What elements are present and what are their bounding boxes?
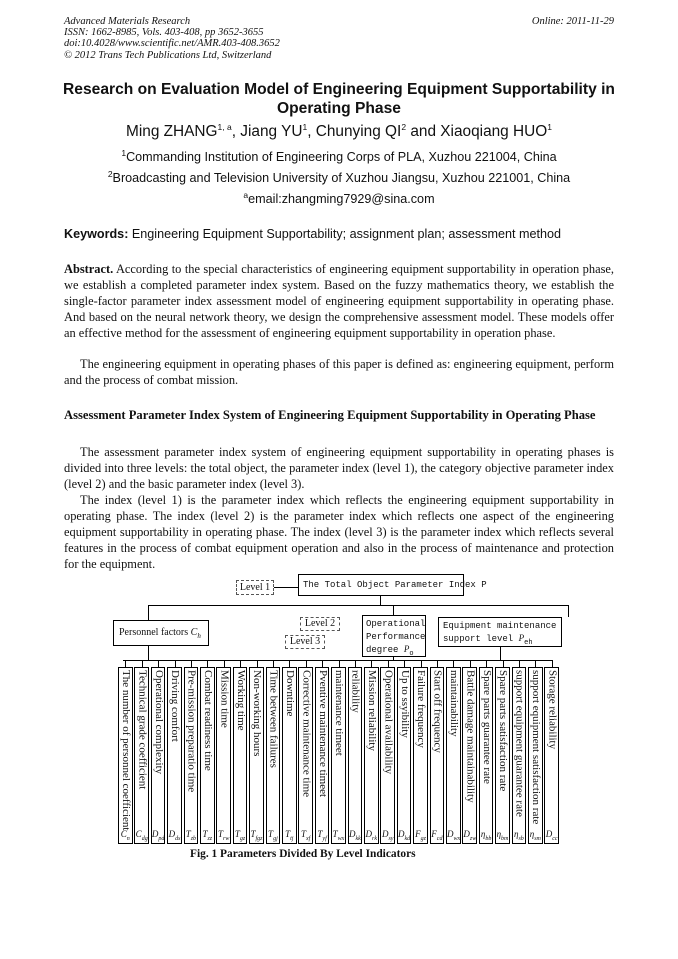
connector — [289, 660, 290, 667]
leaf-indicator — [331, 667, 346, 844]
section-para-2: The index (level 1) is the parameter index which reflects the engineering equipment supportability in operating phase. The index (level 2) is the parameter index which reflects one aspect of the engineering equipment supportability in operating phase. The index (level 3) is the parameter index which reflects several features in the process of combat equipment operation and also in the process of maintenance and protection for the equipment. — [64, 493, 614, 571]
leaf-indicator — [200, 667, 215, 844]
category-symbol-sub: o — [409, 649, 414, 658]
leaf-indicator-symbol — [381, 829, 394, 842]
leaf-indicator — [151, 667, 166, 844]
total-object-text: The Total Object Parameter Index P — [303, 580, 487, 590]
connector — [388, 660, 389, 667]
connector — [142, 660, 143, 667]
leaf-symbol: F — [415, 829, 421, 840]
level-label-text: Level 2 — [304, 618, 336, 629]
connector — [306, 660, 307, 667]
author-list — [40, 123, 638, 141]
category-symbol: C — [190, 627, 198, 638]
leaf-symbol-sub: sm — [534, 836, 541, 842]
leaf-indicator — [282, 667, 297, 844]
connector — [257, 660, 258, 667]
leaf-symbol: T — [285, 829, 291, 840]
figure-caption: Fig. 1 Parameters Divided By Level Indicators — [190, 848, 416, 860]
leaf-indicator — [315, 667, 330, 844]
connector — [322, 660, 323, 667]
leaf-symbol-sub: rk — [372, 836, 378, 842]
affil-text: Commanding Institution of Engineering Corps of PLA, Xuzhou 221004, China — [126, 150, 557, 164]
leaf-symbol-sub: bm — [501, 836, 509, 842]
leaf-indicator — [479, 667, 494, 844]
author-name: Ming ZHANG — [126, 123, 218, 140]
leaf-symbol-sub: cc — [552, 836, 558, 842]
leaf-indicator-symbol — [496, 829, 509, 842]
leaf-symbol-sub: pd — [158, 836, 165, 842]
author-affil-sup: 1 — [547, 121, 552, 132]
leaf-indicator — [233, 667, 248, 844]
author-sep: , — [307, 123, 316, 140]
connector — [273, 660, 274, 667]
connector — [503, 660, 504, 667]
leaf-symbol: η — [513, 829, 519, 840]
level-2-label — [300, 617, 340, 631]
journal-name: Advanced Materials Research — [64, 16, 191, 27]
level-1-label — [236, 580, 274, 595]
connector — [240, 660, 241, 667]
leaf-indicator — [216, 667, 231, 844]
category-symbol-sub: eh — [524, 638, 533, 647]
affiliation-2 — [40, 168, 638, 185]
author-affil-sup: 1 — [302, 121, 308, 132]
author-affil-sup: 1, a — [217, 121, 232, 132]
leaf-indicator-symbol — [513, 829, 526, 842]
connector — [519, 660, 520, 667]
leaf-symbol: T — [250, 829, 256, 840]
affil-text: email:zhangming7929@sina.com — [248, 192, 435, 206]
connector — [486, 660, 487, 667]
leaf-symbol: T — [218, 829, 224, 840]
leaf-symbol-sub: kk — [355, 836, 361, 842]
leaf-symbol: D — [545, 829, 553, 840]
connector — [148, 646, 149, 660]
leaf-indicator — [512, 667, 527, 844]
leaf-indicator-label: Corrective maintenance time — [300, 670, 313, 798]
author-name: Jiang YU — [240, 123, 303, 140]
connector — [393, 605, 394, 615]
level-label-text: Level 1 — [239, 582, 271, 593]
category-personnel-factors — [113, 620, 209, 646]
category-symbol: P — [403, 644, 410, 654]
connector — [148, 605, 568, 606]
leaf-symbol: D — [398, 829, 405, 840]
leaf-indicator-label: support equipment satisfaction rate — [530, 670, 542, 825]
category-equipment-maintenance-support — [438, 617, 562, 647]
connector — [371, 660, 372, 667]
leaf-indicator-label: Operational availability — [382, 670, 395, 775]
affil-text: Broadcasting and Television University of Xuzhou Jiangsu, Xuzhou 221001, China — [112, 171, 571, 185]
connector — [500, 647, 501, 660]
leaf-symbol: T — [268, 829, 274, 840]
doi-line: doi:10.4028/www.scientific.net/AMR.403-408.3652 — [64, 38, 280, 50]
author-name: Xiaoqiang HUO — [440, 123, 548, 140]
leaf-symbol-sub: xf — [306, 836, 311, 842]
keywords — [64, 227, 624, 241]
leaf-indicator — [446, 667, 461, 844]
leaf-symbol: η — [480, 829, 486, 840]
leaf-symbol-sub: gz — [420, 836, 426, 842]
abstract-text: According to the special characteristics of engineering equipment supportability in operation phase, we establish a completed parameter index system. Based on the fuzzy mathematics theory, we establish the single-factor parameter index assessment model of engineering equipment supportability in operating phase. And based on the neural network theory, we design the comprehensive assessment model. These models offer an effective method for the assessment of engineering equipment supportability in operation phase. — [64, 262, 614, 340]
leaf-symbol: D — [463, 829, 470, 840]
connector — [274, 587, 298, 588]
leaf-symbol: D — [168, 829, 176, 840]
level-label-text: Level 3 — [289, 636, 321, 647]
category-operational-performance — [362, 615, 426, 657]
leaf-indicator-symbol — [119, 829, 132, 842]
leaf-indicator — [413, 667, 428, 844]
leaf-indicator — [266, 667, 281, 844]
leaf-symbol-sub: zz — [207, 836, 213, 842]
leaf-indicator-symbol — [185, 829, 198, 842]
author-name: Chunying QI — [315, 123, 402, 140]
leaf-indicator-symbol — [332, 829, 345, 842]
leaf-indicator-symbol — [217, 829, 230, 842]
author-email — [40, 189, 638, 206]
leaf-symbol-sub: n — [126, 836, 130, 842]
leaf-indicator-label: The number of personnel coefficient — [120, 670, 132, 831]
connector — [339, 660, 340, 667]
leaf-indicator — [134, 667, 149, 844]
paper-title: Research on Evaluation Model of Engineering Equipment Supportability in Operating Phase — [63, 81, 615, 117]
leaf-symbol-sub: kd — [404, 836, 411, 842]
connector — [437, 660, 438, 667]
leaf-symbol-sub: yf — [322, 836, 327, 842]
leaf-indicator-label: Up to ssyibility — [398, 670, 411, 738]
leaf-symbol-sub: bb — [485, 836, 492, 842]
leaf-symbol-sub: rw — [223, 836, 230, 842]
leaf-symbol-sub: wx — [337, 836, 345, 842]
leaf-symbol-sub: sb — [518, 836, 524, 842]
affil-sup: 1 — [121, 147, 127, 158]
leaf-symbol: D — [348, 829, 356, 840]
leaf-indicator — [249, 667, 264, 844]
leaf-indicator-symbol — [168, 829, 181, 842]
leaf-indicator-label: Pre-mission preparatio time — [185, 670, 198, 793]
leaf-indicator-symbol — [365, 829, 378, 842]
leaf-indicator-symbol — [480, 829, 493, 842]
connector — [568, 605, 569, 617]
leaf-symbol: D — [365, 829, 373, 840]
keywords-label: Keywords: — [64, 227, 129, 241]
leaf-indicator-symbol — [447, 829, 460, 842]
keywords-text: Engineering Equipment Supportability; assignment plan; assessment method — [128, 227, 562, 241]
leaf-symbol-sub: dg — [141, 836, 148, 842]
leaf-indicator — [528, 667, 543, 844]
leaf-indicator-symbol — [267, 829, 280, 842]
leaf-indicator — [184, 667, 199, 844]
leaf-indicator — [167, 667, 182, 844]
abstract-label: Abstract. — [64, 262, 114, 276]
leaf-indicator-symbol — [398, 829, 411, 842]
leaf-indicator — [397, 667, 412, 844]
connector — [191, 660, 192, 667]
category-symbol: P — [518, 633, 525, 643]
leaf-symbol-sub: gz — [239, 836, 246, 842]
category-label: Equipment maintenance support level — [443, 621, 557, 644]
leaf-indicator — [430, 667, 445, 844]
leaf-symbol-sub: gj — [273, 836, 278, 842]
leaf-indicator-symbol — [152, 829, 165, 842]
leaf-indicator-label: maintainability — [448, 670, 460, 737]
copyright-line: © 2012 Trans Tech Publications Ltd, Switzerland — [64, 49, 272, 61]
level-3-label — [285, 635, 325, 649]
connector — [421, 660, 422, 667]
leaf-symbol: T — [234, 829, 240, 840]
connector — [207, 660, 208, 667]
leaf-indicator-label: Pventive maintenance timeet — [316, 670, 329, 798]
leaf-indicator-label: Battle damage maintainability — [464, 670, 477, 803]
leaf-indicator-label: Operational complexity — [152, 670, 165, 775]
section-para-1: The assessment parameter index system of engineering equipment supportability in operating phases is divided into three levels: the total object, the parameter index (level 1), the category objective parameter index (level 2) and the basic parameter index (level 3). — [64, 445, 614, 491]
leaf-indicator-label: maintenance timeet — [333, 670, 346, 756]
leaf-indicator-label: support equipment guarantee rate — [513, 670, 526, 817]
leaf-indicator-label: Spare parts guarantee rate — [480, 670, 493, 784]
leaf-indicator-symbol — [316, 829, 329, 842]
leaf-symbol: C — [135, 829, 142, 840]
leaf-symbol-sub: sy — [388, 836, 394, 842]
connector — [453, 660, 454, 667]
leaf-indicator — [348, 667, 363, 844]
leaf-indicator-symbol — [283, 829, 296, 842]
leaf-symbol: η — [496, 829, 502, 840]
category-label: Operational Performance degree — [366, 619, 426, 655]
leaf-indicator-symbol — [299, 829, 312, 842]
leaf-indicator — [118, 667, 133, 844]
leaf-indicator-symbol — [349, 829, 362, 842]
issn-line: ISSN: 1662-8985, Vols. 403-408, pp 3652-3655 — [64, 27, 264, 39]
leaf-indicator-symbol — [431, 829, 444, 842]
leaf-symbol: D — [151, 829, 159, 840]
leaf-indicator-label: Downtime — [284, 670, 296, 717]
leaf-indicator-symbol — [529, 829, 542, 842]
leaf-symbol-sub: tj — [290, 836, 294, 842]
leaf-indicator — [364, 667, 379, 844]
leaf-symbol: η — [529, 829, 535, 840]
leaf-symbol-sub: fgz — [255, 836, 263, 842]
online-date: Online: 2011-11-29 — [531, 16, 614, 27]
connector — [535, 660, 536, 667]
leaf-symbol: D — [381, 829, 389, 840]
connector — [552, 660, 553, 667]
connector — [175, 660, 176, 667]
leaf-indicator-label: reliability — [349, 670, 362, 713]
category-symbol-sub: h — [197, 632, 201, 640]
leaf-indicator-label: Start off frequency — [431, 670, 444, 753]
leaf-symbol-sub: cd — [436, 836, 443, 842]
leaf-indicator-label: Mission reliability — [366, 670, 378, 751]
affil-sup: 2 — [107, 168, 113, 179]
abstract-para-2: The engineering equipment in operating phases of this paper is defined as: engineering equipment, perform and the process of combat mission. — [64, 357, 614, 387]
leaf-indicator-label: Combat readiness time — [202, 670, 214, 771]
author-sep: , — [231, 123, 241, 140]
leaf-symbol: T — [202, 829, 208, 840]
category-label: Personnel factors — [119, 627, 189, 638]
leaf-indicator-label: Driving comfort — [169, 670, 182, 742]
leaf-indicator-symbol — [414, 829, 427, 842]
leaf-indicator-symbol — [463, 829, 476, 842]
leaf-indicator-label: Non-working hours — [251, 670, 264, 757]
leaf-indicator — [298, 667, 313, 844]
leaf-indicator-label: Failure frequency — [415, 670, 428, 748]
leaf-symbol: F — [431, 829, 437, 840]
author-sep: and — [406, 123, 441, 140]
leaf-indicator-symbol — [201, 829, 214, 842]
connector — [470, 660, 471, 667]
leaf-indicator-symbol — [135, 829, 148, 842]
leaf-indicator — [495, 667, 510, 844]
total-object-box — [298, 574, 487, 596]
leaf-symbol-sub: zw — [469, 836, 477, 842]
leaf-indicator — [462, 667, 477, 844]
leaf-indicator-symbol — [545, 829, 558, 842]
abstract — [64, 262, 614, 342]
connector — [380, 596, 381, 606]
connector — [404, 660, 405, 667]
leaf-symbol: C — [120, 829, 127, 840]
leaf-indicator — [544, 667, 559, 844]
leaf-symbol: T — [317, 829, 323, 840]
connector — [125, 660, 126, 667]
leaf-indicator-symbol — [250, 829, 263, 842]
connector — [158, 660, 159, 667]
leaf-indicator-label: Time between failures — [267, 670, 280, 768]
leaf-indicator-label: Working time — [234, 670, 247, 731]
running-header — [64, 16, 280, 61]
section-heading: Assessment Parameter Index System of Engineering Equipment Supportability in Operating Phase — [64, 408, 596, 422]
affil-sup: a — [243, 189, 249, 200]
leaf-indicator-label: Storage reliability — [546, 670, 559, 750]
leaf-indicator-symbol — [234, 829, 247, 842]
leaf-indicator-label: Spare parts satisfaction rate — [497, 670, 510, 792]
affiliation-1 — [40, 147, 638, 164]
connector — [224, 660, 225, 667]
leaf-indicator — [380, 667, 395, 844]
leaf-indicator-label: Technical grade coefficient — [136, 670, 149, 790]
connector — [355, 660, 356, 667]
leaf-symbol: T — [185, 829, 191, 840]
author-affil-sup: 2 — [401, 121, 407, 132]
leaf-symbol: D — [447, 829, 454, 840]
connector — [148, 605, 149, 620]
leaf-symbol-sub: ds — [175, 836, 181, 842]
leaf-symbol: T — [301, 829, 307, 840]
leaf-indicator-row — [118, 667, 560, 844]
leaf-symbol: T — [332, 829, 338, 840]
leaf-symbol-sub: zb — [190, 836, 197, 842]
leaf-symbol-sub: wx — [453, 836, 461, 842]
leaf-indicator-label: Mission time — [218, 670, 231, 728]
